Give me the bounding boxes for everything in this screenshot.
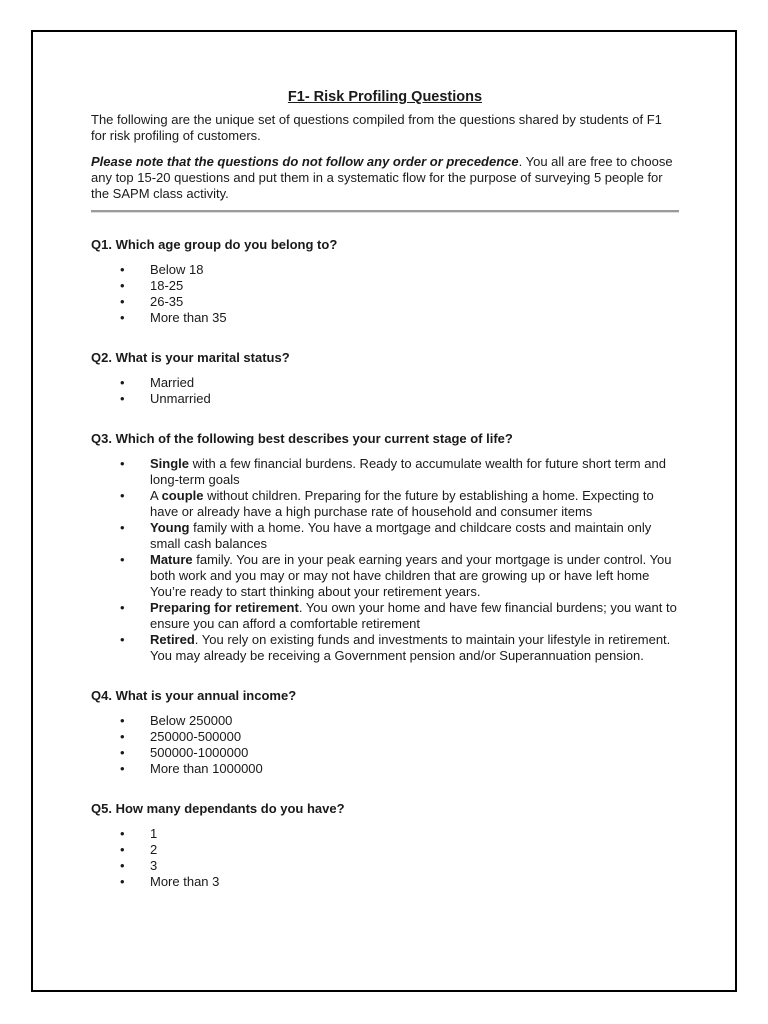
options-list [91,456,679,664]
option-bold-text: Young [150,520,190,535]
options-list [91,375,679,407]
question-block [91,350,679,407]
question-block [91,801,679,890]
question-heading: Q4. What is your annual income? [91,688,297,703]
intro-paragraph: The following are the unique set of questions compiled from the questions shared by students of F1 for risk profiling of customers. [91,112,662,143]
list-item: • 18-25 [91,278,679,294]
list-item: • 250000-500000 [91,729,679,745]
list-item: • More than 1000000 [91,761,679,777]
list-item: • 2 [91,842,679,858]
question-block [91,237,679,326]
questions-container [91,237,679,890]
option-bold-text: Single [150,456,190,471]
list-item: • Married [91,375,679,391]
options-list [91,826,679,890]
question-heading: Q2. What is your marital status? [91,350,290,365]
list-item: • Unmarried [91,391,679,407]
list-item: • Mature family. You are in your peak earning years and your mortgage is under control. You both work and you may or may not have children that are growing up or have left home You’re ready to start thinking about your retirement years. [91,552,679,600]
option-bold-text: Preparing for retirement [150,600,299,615]
list-item: • Preparing for retirement. You own your home and have few financial burdens; you want to ensure you can afford a comfortable retirement [91,600,679,632]
list-item: • More than 35 [91,310,679,326]
list-item: • 3 [91,858,679,874]
list-item: • 1 [91,826,679,842]
note-paragraph [91,154,679,202]
list-item: • Below 250000 [91,713,679,729]
options-list [91,713,679,777]
question-block [91,431,679,664]
document-page [31,30,737,992]
list-item: • A couple without children. Preparing for the future by establishing a home. Expecting to have or already have a high purchase rate of household and consumer items [91,488,679,520]
list-item: • Single with a few financial burdens. Ready to accumulate wealth for future short term and long-term goals [91,456,679,488]
question-heading: Q5. How many dependants do you have? [91,801,345,816]
list-item: • Retired. You rely on existing funds and investments to maintain your lifestyle in retirement. You may already be receiving a Government pension and/or Superannuation pension. [91,632,679,664]
question-heading: Q3. Which of the following best describes your current stage of life? [91,431,513,446]
page-title: F1- Risk Profiling Questions [287,89,483,105]
list-item: • 500000-1000000 [91,745,679,761]
list-item: • 26-35 [91,294,679,310]
options-list [91,262,679,326]
option-bold-text: couple [161,488,204,503]
note-regular-text: . You all are free to choose any top 15-20 questions and put them in a systematic flow for the purpose of surveying 5 people for the SAPM class activity. [91,154,673,201]
question-heading: Q1. Which age group do you belong to? [91,237,338,252]
section-divider [91,210,679,213]
option-bold-text: Mature [150,552,193,567]
list-item: • More than 3 [91,874,679,890]
question-block [91,688,679,777]
list-item: • Below 18 [91,262,679,278]
list-item: • Young family with a home. You have a mortgage and childcare costs and maintain only small cash balances [91,520,679,552]
note-emphasis-text: Please note that the questions do not follow any order or precedence [91,154,519,169]
option-bold-text: Retired [150,632,195,647]
